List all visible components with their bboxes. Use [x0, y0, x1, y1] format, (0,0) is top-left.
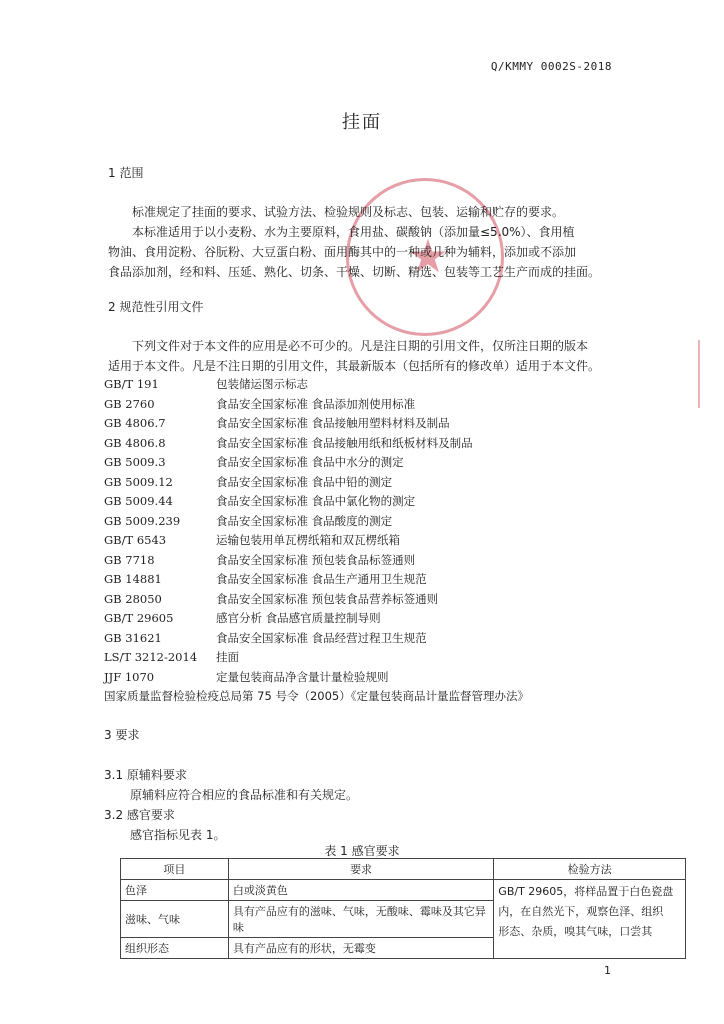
reference-item: [104, 552, 415, 568]
edge-seal-fragment: [698, 340, 724, 408]
reference-item: [104, 669, 389, 685]
seal-star-icon: ★: [407, 229, 449, 283]
table-cell-requirement: 具有产品应有的形状，无霉变: [228, 938, 493, 959]
section-3-1-heading: 3.1 原辅料要求: [104, 768, 187, 782]
reference-code: GB 28050: [104, 591, 162, 606]
reference-item: [104, 571, 427, 587]
section-1-heading: 1 范围: [108, 166, 144, 180]
reference-name: 食品安全国家标准 食品接触用塑料材料及制品: [216, 416, 450, 430]
page-title: 挂面: [342, 112, 382, 133]
table-cell-item: 色泽: [121, 880, 229, 901]
reference-code: GB/T 191: [104, 377, 159, 391]
table-cell-item: 滋味、气味: [121, 901, 229, 938]
reference-code: GB 7718: [104, 552, 155, 567]
reference-code: GB 2760: [104, 396, 155, 411]
reference-name: 食品安全国家标准 食品酸度的测定: [216, 513, 393, 528]
reference-name: 感官分析 食品感官质量控制导则: [216, 611, 381, 625]
reference-code: GB 4806.7: [104, 416, 166, 430]
reference-item: [104, 513, 392, 529]
document-code: Q/KMMY 0002S-2018: [490, 60, 612, 73]
section-2-intro: [108, 336, 616, 376]
reference-code: GB 5009.3: [104, 455, 166, 469]
reference-item: [104, 591, 438, 607]
table-header-row: [121, 859, 686, 880]
paragraph-line: 食品添加剂，经和料、压延、熟化、切条、干燥、切断、精选、包装等工艺生产而成的挂面。: [108, 265, 601, 279]
reference-name: 食品安全国家标准 预包装食品标签通则: [216, 552, 416, 567]
reference-item: [104, 415, 450, 431]
table-header-cell: 项目: [121, 859, 229, 880]
reference-code: LS/T 3212-2014: [104, 650, 198, 664]
reference-name: 定量包装商品净含量计量检验规则: [216, 669, 389, 684]
section-1-paragraph-2: [108, 222, 616, 282]
section-3-2-text: 感官指标见表 1。: [130, 828, 226, 842]
sensory-requirements-table: [120, 858, 686, 959]
reference-code: GB 5009.12: [104, 474, 173, 489]
method-line: 内，在自然光下，观察色泽、组织: [498, 905, 664, 918]
reference-item: [104, 454, 404, 470]
paragraph-line: 适用于本文件。凡是不注日期的引用文件，其最新版本（包括所有的修改单）适用于本文件。: [108, 359, 601, 373]
table-cell-requirement: 白或淡黄色: [228, 880, 493, 901]
reference-name: 食品安全国家标准 食品经营过程卫生规范: [216, 630, 427, 645]
reference-name: 食品安全国家标准 食品添加剂使用标准: [216, 396, 416, 411]
reference-item: [104, 396, 415, 412]
reference-code: GB/T 6543: [104, 533, 167, 547]
table-row: [121, 880, 686, 901]
reference-name: 运输包装用单瓦楞纸箱和双瓦楞纸箱: [216, 533, 400, 547]
table-cell-requirement: 具有产品应有的滋味、气味，无酸味、霉味及其它异味: [228, 901, 493, 938]
section-3-heading: 3 要求: [104, 728, 140, 742]
reference-code: GB/T 29605: [104, 611, 174, 625]
reference-item: [104, 649, 239, 665]
reference-code: GB 5009.44: [104, 494, 173, 508]
table-caption: 表 1 感官要求: [324, 844, 400, 858]
section-2-heading: 2 规范性引用文件: [108, 300, 204, 314]
reference-name: 食品安全国家标准 食品中水分的测定: [216, 455, 404, 469]
reference-item: [104, 435, 473, 451]
reference-code: GB 14881: [104, 572, 162, 586]
paragraph-line: 本标准适用于以小麦粉、水为主要原料，食用盐、碳酸钠（添加量≤5.0%）、食用植: [132, 225, 575, 239]
reference-item: [104, 493, 415, 509]
method-line: GB/T 29605，将样品置于白色瓷盘: [498, 885, 674, 898]
table-cell-method: [494, 880, 686, 959]
reference-item: [104, 532, 400, 548]
paragraph-line: 物油、食用淀粉、谷朊粉、大豆蛋白粉、面用酶其中的一种或几种为辅料，添加或不添加: [108, 245, 577, 259]
table-header-cell: 检验方法: [494, 859, 686, 880]
method-line: 形态、杂质，嗅其气味，口尝其: [498, 925, 653, 938]
reference-name: 食品安全国家标准 食品接触用纸和纸板材料及制品: [216, 435, 473, 450]
reference-name: 食品安全国家标准 预包装食品营养标签通则: [216, 591, 439, 606]
reference-item: [104, 610, 381, 626]
reference-name: 食品安全国家标准 食品中铅的测定: [216, 474, 393, 489]
paragraph-line: 标准规定了挂面的要求、试验方法、检验规则及标志、包装、运输和贮存的要求。: [132, 205, 565, 219]
reference-name: 包装储运图示标志: [216, 377, 308, 391]
paragraph-line: 下列文件对于本文件的应用是必不可少的。凡是注日期的引用文件，仅所注日期的版本: [132, 339, 589, 353]
reference-name: 挂面: [216, 650, 239, 664]
section-3-2-heading: 3.2 感官要求: [104, 808, 175, 822]
reference-name: 食品安全国家标准 食品中氯化物的测定: [216, 494, 416, 508]
reference-code: GB 5009.239: [104, 513, 181, 528]
reference-item: [104, 474, 392, 490]
section-3-1-text: 原辅料应符合相应的食品标准和有关规定。: [130, 788, 359, 802]
reference-code: GB 4806.8: [104, 435, 166, 450]
reference-item: [104, 630, 427, 646]
reference-name: 食品安全国家标准 食品生产通用卫生规范: [216, 572, 427, 586]
section-1-paragraph-1: [108, 202, 616, 222]
page-number: 1: [604, 964, 611, 977]
reference-code: JJF 1070: [104, 669, 155, 684]
table-cell-item: 组织形态: [121, 938, 229, 959]
reference-code: GB 31621: [104, 630, 162, 645]
reference-regulation-line: 国家质量监督检验检疫总局第 75 号令（2005）《定量包装商品计量监督管理办法》: [104, 689, 529, 703]
table-header-cell: 要求: [228, 859, 493, 880]
reference-item: [104, 376, 308, 392]
